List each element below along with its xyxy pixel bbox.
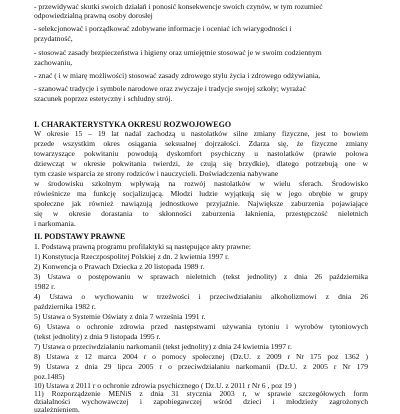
intro-list-line: odpowiedzialną prawną osoby dorosłej: [34, 11, 153, 20]
intro-list-line: - szanować tradycje i symbole narodowe oraz zwyczaje i tradycje swojej szkoły; wyrażać: [34, 84, 306, 93]
section-1-line: społeczne jak również nawiązują jednostkowe przyjaźnie. Największe zaburzenia pojawiające: [34, 199, 368, 208]
section-1-line: w środowisku szkolnym wpływają na rozwój nastolatków w wielu sferach. Środowisko: [34, 179, 368, 188]
intro-list-line: - stosować zasady bezpieczeństwa i higieny oraz umiejętnie stosować je w swoim codziennym: [34, 48, 322, 57]
section-1-line: W okresie 15 – 19 lat nadal zachodzą u nastolatków silne zmiany fizyczne, jest to bowiem: [34, 129, 368, 138]
legal-act-line: 1982 r.: [34, 282, 56, 291]
section-1-line: towarzyszące pokwitaniu powodują dyskomfort psychiczny u nastolatków (prawie połowa: [34, 149, 368, 158]
legal-act-line: 1) Konstytucja Rzeczpospolitej Polskiej z dn. 2 kwietnia 1997 r.: [34, 252, 230, 261]
intro-list-line: szacunek poprzez estetyczny i schludny strój.: [34, 94, 173, 103]
legal-act-line: działalności wychowawczej i zapobiegawczej wśród dzieci i młodzieży zagrożonych: [34, 397, 368, 406]
legal-act-line: (tekst jednolity) z dnia 9 listopada 1995 r.: [34, 332, 161, 341]
legal-act-line: 10) Ustawa z 2011 r o ochronie zdrowia psychicznego ( Dz.U. z 2011 r Nr 6 , poz 19 ): [34, 381, 297, 390]
legal-act-line: 9) Ustawa z dnia 29 lipca 2005 r o przeciwdziałaniu narkomanii (Dz.U. z 2005 r Nr 179: [34, 362, 368, 371]
intro-list-line: - znać ( i w miarę możliwości) stosować zasady zdrowego stylu życia i zdrowego odżywiania,: [34, 71, 321, 80]
legal-act-line: października 1982 r.: [34, 302, 96, 311]
legal-act-line: 5) Ustawa o Systemie Oświaty z dnia 7 września 1991 r.: [34, 312, 206, 321]
section-1-heading: I. CHARAKTERYSTYKA OKRESU ROZWOJOWEGO: [34, 120, 232, 129]
legal-act-line: 3) Ustawa o postępowaniu w sprawach nieletnich (tekst jednolity) z dnia 26 października: [34, 272, 368, 281]
section-1-line: i narkomania.: [34, 219, 76, 228]
section-1-line: przede wszystkim okres osiągania seksualnej dojrzałości. Zdarza się, że fizyczne zmiany: [34, 139, 368, 148]
intro-list-line: przydatność,: [34, 34, 73, 43]
section-1-line: rówieśnicze ma funkcję socjalizującą. Młodzi ludzie wyjątkują się w jego obrębie w grupy: [34, 189, 368, 198]
section-1-line: się w okresie dorastania to skłonności zaburzenia łaknienia, przestępczość nieletnich: [34, 209, 368, 218]
section-1-line: dziewcząt w okresie pokwitania twierdzi, że czują się brzydkie), dlatego potrzebują one w: [34, 159, 368, 168]
legal-act-line: 2) Konwencja o Prawach Dziecka z 20 listopada 1989 r.: [34, 262, 205, 271]
intro-list-line: - przewidywać skutki swoich działań i ponosić konsekwencje swoich czynów, w tym rozumieć: [34, 2, 323, 11]
legal-act-line: 4) Ustawa o wychowaniu w trzeźwości i przeciwdziałaniu alkoholizmowi z dnia 26: [34, 292, 368, 301]
legal-act-line: 8) Ustawa z 12 marca 2004 r o pomocy społecznej (Dz.U. z 2009 r Nr 175 poz 1362 ): [34, 352, 368, 361]
intro-list-line: - selekcjonować i porządkować zdobywane informacje i oceniać ich wiarygodności i: [34, 24, 292, 33]
legal-act-line: 6) Ustawa o ochronie zdrowia przed następstwami używania tytoniu i wyrobów tytoniowych: [34, 322, 368, 331]
section-1-line: tym czasie wsparcia ze strony rodziców i nauczycieli. Doświadczenia nabywane: [34, 169, 279, 178]
legal-act-line: 7) Ustawa o przeciwdziałaniu narkomanii (tekst jednolity) z dnia 24 kwietnia 1997 r.: [34, 342, 292, 351]
intro-list-line: zachowaniu,: [34, 58, 73, 67]
legal-act-line: 1. Podstawą prawną programu profilaktyki są następujące akty prawne:: [34, 242, 251, 251]
legal-act-line: 11) Rozporządzenie MENiS z dnia 31 stycznia 2003 r, w sprawie szczegółowych form: [34, 389, 368, 398]
legal-act-line: poz.1485): [34, 372, 65, 381]
section-2-heading: II. PODSTAWY PRAWNE: [34, 232, 126, 241]
legal-act-line: uzależnieniem.: [34, 405, 80, 414]
